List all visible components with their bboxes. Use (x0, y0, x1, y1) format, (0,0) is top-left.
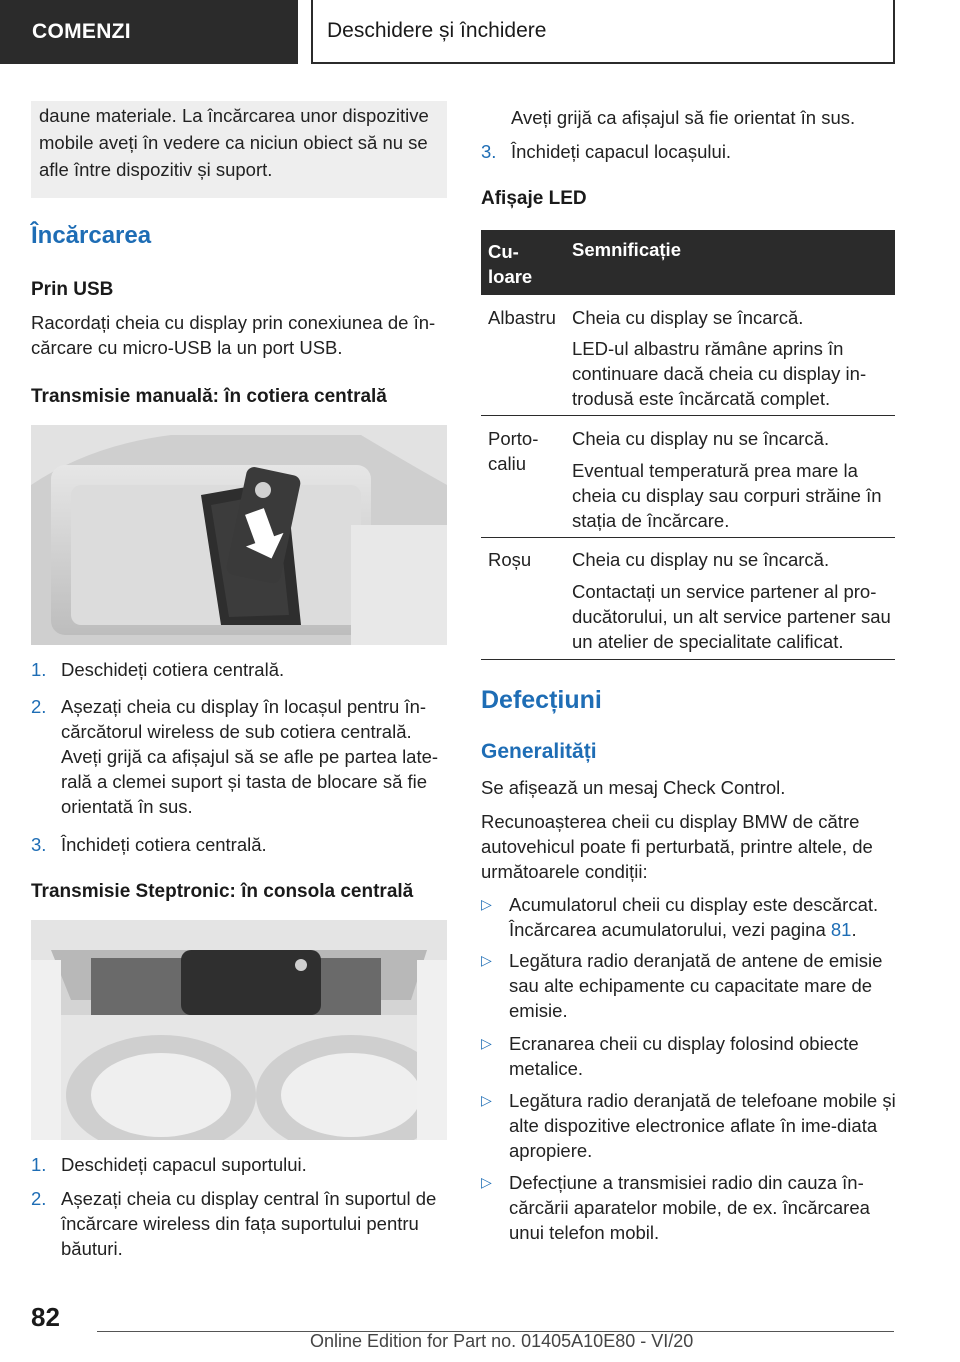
bullet-text-end: . (851, 919, 857, 940)
step-text: Aveți grijă ca afișajul să se afle pe partea late-rală a clemei suport și tasta de blocare să fie orientată în sus. (61, 746, 439, 817)
triangle-bullet-icon: ▷ (481, 896, 492, 912)
note-text: daune materiale. La încărcarea unor dispozitive mobile aveți în vedere ca niciun obiect să nu se afle între dispozitiv și suport. (39, 105, 429, 180)
step-number: 2. (31, 696, 47, 717)
step-text: Închideți capacul locașului. (511, 141, 732, 162)
page-link[interactable]: 81 (830, 919, 852, 940)
col-color-header: Cu-loare (488, 241, 533, 287)
table-divider (481, 537, 895, 538)
bullet-text: Legătura radio deranjată de telefoane mobile și alte dispozitive electronice aflate în ime-diata apropiere. (509, 1090, 896, 1161)
bullet-text: Defecțiune a transmisiei radio din cauza în-cărcării aparatelor mobile, de ex. încărcarea unui telefon mobil. (509, 1172, 870, 1243)
row-meaning-detail: Eventual temperatură prea mare la cheia cu display sau corpuri străine în stația de încărcare. (572, 460, 882, 531)
armrest-charger-image (31, 425, 447, 645)
bullet-text: Acumulatorul cheii cu display este descărcat. Încărcarea acumulatorului, vezi pagina (509, 894, 879, 940)
step-text: Închideți cotiera centrală. (61, 834, 267, 855)
step-number: 3. (31, 834, 47, 855)
manual-title: Transmisie manuală: în cotiera centrală (31, 386, 387, 407)
usb-title: Prin USB (31, 279, 114, 300)
step-text: Deschideți cotiera centrală. (61, 659, 285, 680)
row-meaning-detail: Contactați un service partener al pro-ducătorului, un alt service partener sau un atelier de specialitate calificat. (572, 581, 891, 652)
page-number: 82 (31, 1302, 60, 1332)
general-text-1: Se afișează un mesaj Check Control. (481, 777, 786, 798)
row-meaning-detail: LED-ul albastru rămâne aprins în continuare dacă cheia cu display in-trodusă este încărcată complet. (572, 338, 867, 409)
chapter-title: Deschidere și închidere (327, 19, 547, 42)
step-number: 3. (481, 141, 497, 162)
triangle-bullet-icon: ▷ (481, 952, 492, 968)
heading-defects: Defecțiuni (481, 686, 602, 714)
warning-note-box (31, 101, 447, 198)
table-divider (481, 659, 895, 660)
bullet-text: Legătura radio deranjată de antene de emisie sau alte echipamente cu capacitate mare de emisie. (509, 950, 883, 1021)
section-tab (0, 0, 298, 64)
heading-general: Generalități (481, 740, 597, 763)
led-title: Afișaje LED (481, 188, 587, 209)
step-number: 2. (31, 1188, 47, 1209)
chapter-tab (311, 0, 895, 64)
continuation-text: Aveți grijă ca afișajul să fie orientat în sus. (511, 107, 856, 128)
steptronic-title: Transmisie Steptronic: în consola centrală (31, 881, 414, 902)
usb-text: Racordați cheia cu display prin conexiunea de în-cărcare cu micro-USB la un port USB. (31, 312, 436, 358)
row-color-red: Roșu (488, 549, 532, 570)
step-number: 1. (31, 659, 47, 680)
section-title: COMENZI (32, 20, 131, 43)
led-table-header (481, 230, 895, 295)
row-meaning-line: Cheia cu display nu se încarcă. (572, 549, 830, 570)
bullet-text: Ecranarea cheii cu display folosind obiecte metalice. (509, 1033, 859, 1079)
row-color-orange: Porto-caliu (488, 428, 539, 474)
step-text: Deschideți capacul suportului. (61, 1154, 307, 1175)
row-meaning-line: Cheia cu display nu se încarcă. (572, 428, 830, 449)
step-text: Așezați cheia cu display central în suportul de încărcare wireless din fața suportului pentru băuturi. (61, 1188, 437, 1259)
row-meaning-line: Cheia cu display se încarcă. (572, 307, 804, 328)
general-text-2: Recunoașterea cheii cu display BMW de către autovehicul poate fi perturbată, printre altele, de următoarele condiții: (481, 811, 873, 882)
triangle-bullet-icon: ▷ (481, 1174, 492, 1190)
triangle-bullet-icon: ▷ (481, 1092, 492, 1108)
console-charger-image (31, 920, 447, 1140)
col-meaning-header: Semnificație (572, 239, 681, 260)
triangle-bullet-icon: ▷ (481, 1035, 492, 1051)
row-color-blue: Albastru (488, 307, 556, 328)
heading-charging: Încărcarea (31, 222, 152, 249)
step-text: Așezați cheia cu display în locașul pentru în-cărcătorul wireless de sub cotiera centrală. (61, 696, 427, 742)
step-number: 1. (31, 1154, 47, 1175)
table-divider (481, 415, 895, 416)
edition-text: Online Edition for Part no. 01405A10E80 - VI/20 (310, 1331, 694, 1351)
